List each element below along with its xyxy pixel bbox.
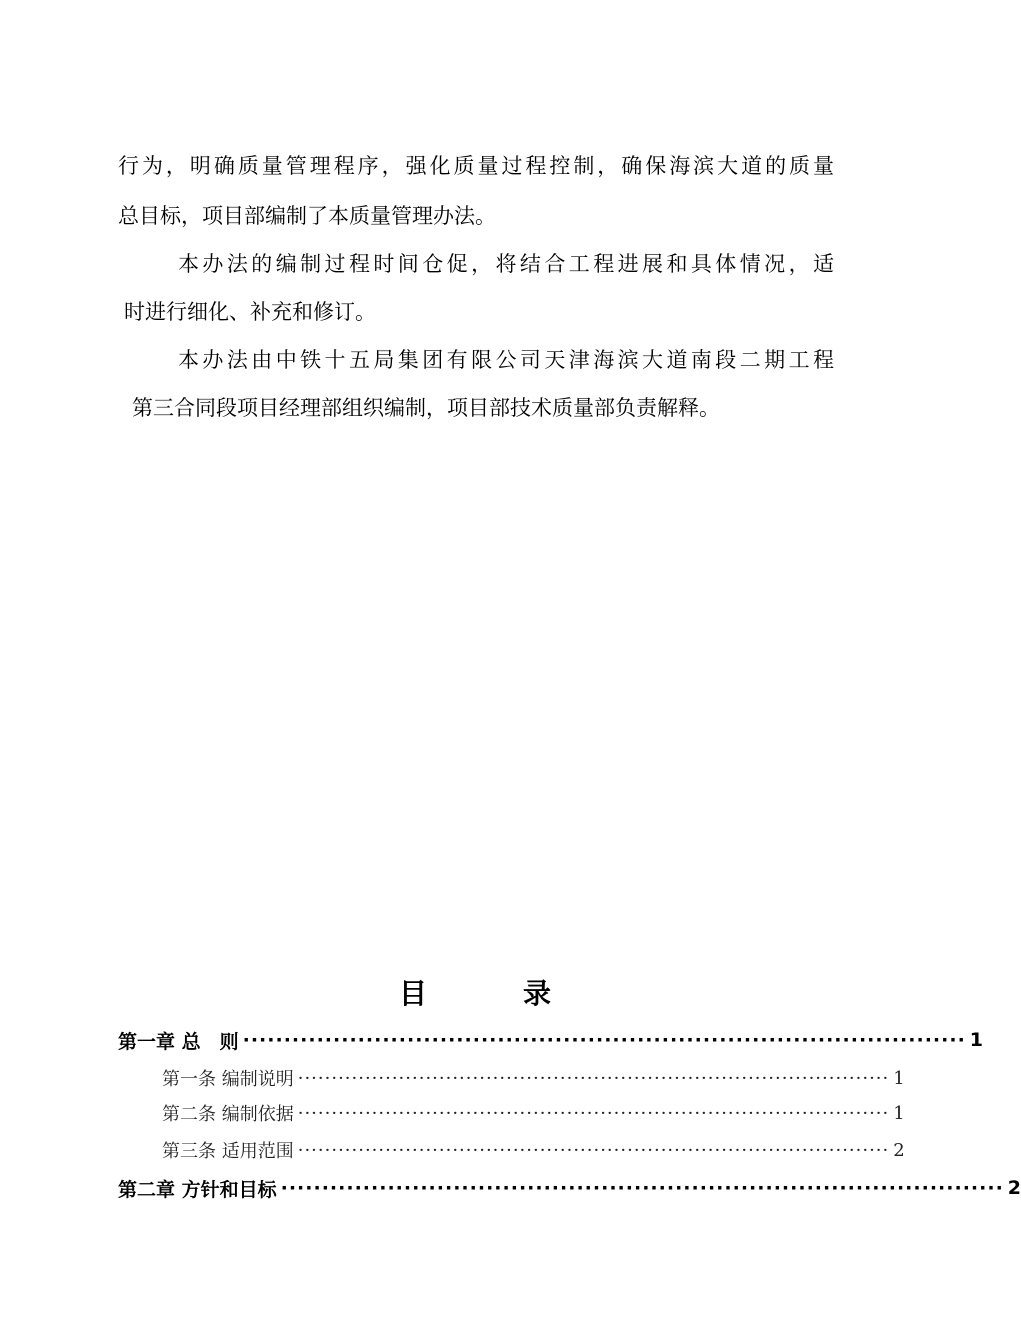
toc-entry-page: 1 [893, 1067, 905, 1089]
toc-title: 目录 [398, 977, 647, 1010]
toc-leader-dots: ························································································ [297, 1102, 890, 1124]
toc-leader-dots: ························································································ [297, 1067, 890, 1089]
paragraph-1-line-1: 行为，明确质量管理程序，强化质量过程控制，确保海滨大道的质量 [118, 154, 834, 178]
toc-entry-label: 第一章 总 则 [118, 1030, 239, 1053]
toc-entry-page: 2 [1007, 1177, 1021, 1199]
toc-entry[interactable] [118, 1174, 1021, 1202]
paragraph-1-line-2: 总目标，项目部编制了本质量管理办法。 [118, 204, 496, 228]
toc-leader-dots: ························································································ [242, 1029, 966, 1051]
paragraph-2-line-2: 时进行细化、补充和修订。 [124, 300, 376, 324]
toc-leader-dots: ························································································ [280, 1177, 1004, 1199]
toc-leader-dots: ························································································ [297, 1139, 890, 1161]
toc-entry-page: 1 [893, 1102, 905, 1124]
toc-entry-label: 第二条 编制依据 [162, 1104, 294, 1125]
toc-entry-label: 第三条 适用范围 [162, 1141, 294, 1162]
toc-entry-label: 第一条 编制说明 [162, 1069, 294, 1090]
toc-entry-page: 1 [969, 1029, 984, 1051]
toc-entry[interactable] [118, 1064, 905, 1092]
paragraph-3-line-1: 本办法由中铁十五局集团有限公司天津海滨大道南段二期工程 [178, 348, 834, 372]
toc-entry[interactable] [118, 1026, 984, 1054]
toc-entry-page: 2 [893, 1139, 905, 1161]
toc-entry[interactable] [118, 1099, 905, 1127]
paragraph-2-line-1: 本办法的编制过程时间仓促，将结合工程进展和具体情况，适 [178, 252, 834, 276]
toc-entry[interactable] [118, 1136, 905, 1164]
paragraph-3-line-2: 第三合同段项目经理部组织编制，项目部技术质量部负责解释。 [132, 396, 720, 420]
toc-entry-label: 第二章 方针和目标 [118, 1178, 277, 1201]
